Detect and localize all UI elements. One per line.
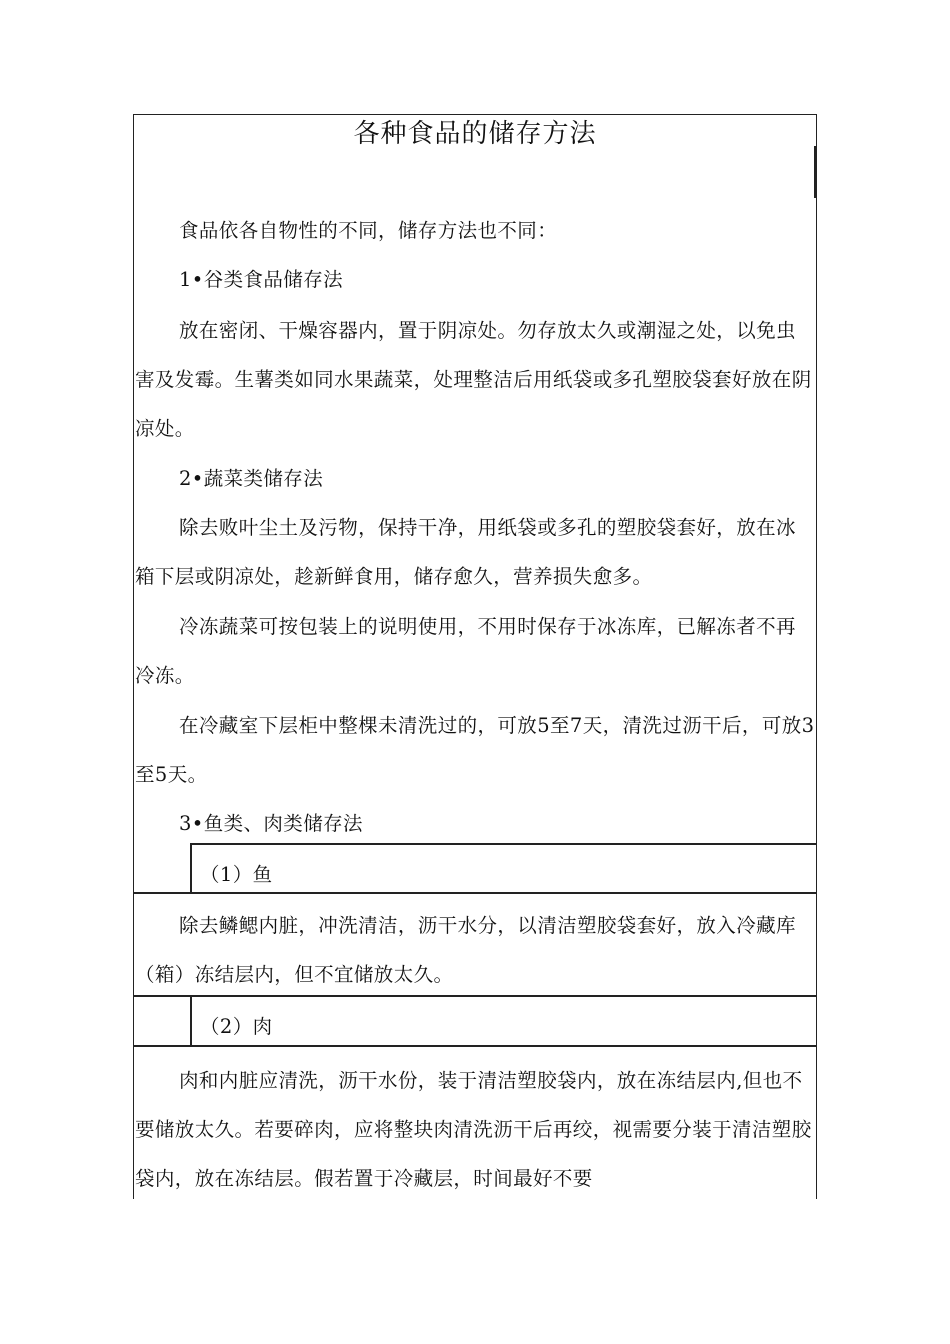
fishmeat-heading: 3•鱼类、肉类储存法	[179, 812, 363, 835]
grain-body: 放在密闭、干燥容器内，置于阴凉处。勿存放太久或潮湿之处，以免虫害及发霉。生薯类如同水果蔬菜，处理整洁后用纸袋或多孔塑胶袋套好放在阴凉处。	[135, 319, 812, 440]
meat-row-left-line	[190, 995, 192, 1045]
page-title: 各种食品的储存方法	[353, 119, 597, 149]
fish-row-top-line	[190, 843, 817, 845]
meat-row-top-line	[133, 995, 817, 997]
vegetable-heading: 2•蔬菜类储存法	[179, 467, 324, 490]
vegetable-body-2: 冷冻蔬菜可按包装上的说明使用，不用时保存于冰冻库，已解冻者不再冷冻。	[135, 615, 796, 687]
grain-heading: 1•谷类食品储存法	[179, 268, 344, 291]
intro-paragraph: 食品依各自物性的不同，储存方法也不同：	[179, 219, 558, 242]
meat-label: （2）肉	[200, 1015, 273, 1038]
meat-body: 肉和内脏应清洗，沥干水份，装于清洁塑胶袋内，放在冻结层内,但也不要储放太久。若要碎肉，应将整块肉清洗沥干后再绞，视需要分装于清洁塑胶袋内，放在冻结层。假若置于冷藏层，时间最好不要	[135, 1069, 812, 1190]
fish-row-left-line	[190, 843, 192, 893]
fish-label: （1）鱼	[200, 863, 273, 886]
vegetable-body-3: 在冷藏室下层柜中整棵未清洗过的，可放5至7天，清洗过沥干后，可放3至5天。	[135, 714, 815, 786]
fish-body: 除去鳞鳃内脏，冲洗清洁，沥干水分，以清洁塑胶袋套好，放入冷藏库（箱）冻结层内，但不宜储放太久。	[135, 914, 796, 986]
vegetable-body-1: 除去败叶尘土及污物，保持干净，用纸袋或多孔的塑胶袋套好，放在冰箱下层或阴凉处，趁新鲜食用，储存愈久，营养损失愈多。	[135, 516, 796, 588]
